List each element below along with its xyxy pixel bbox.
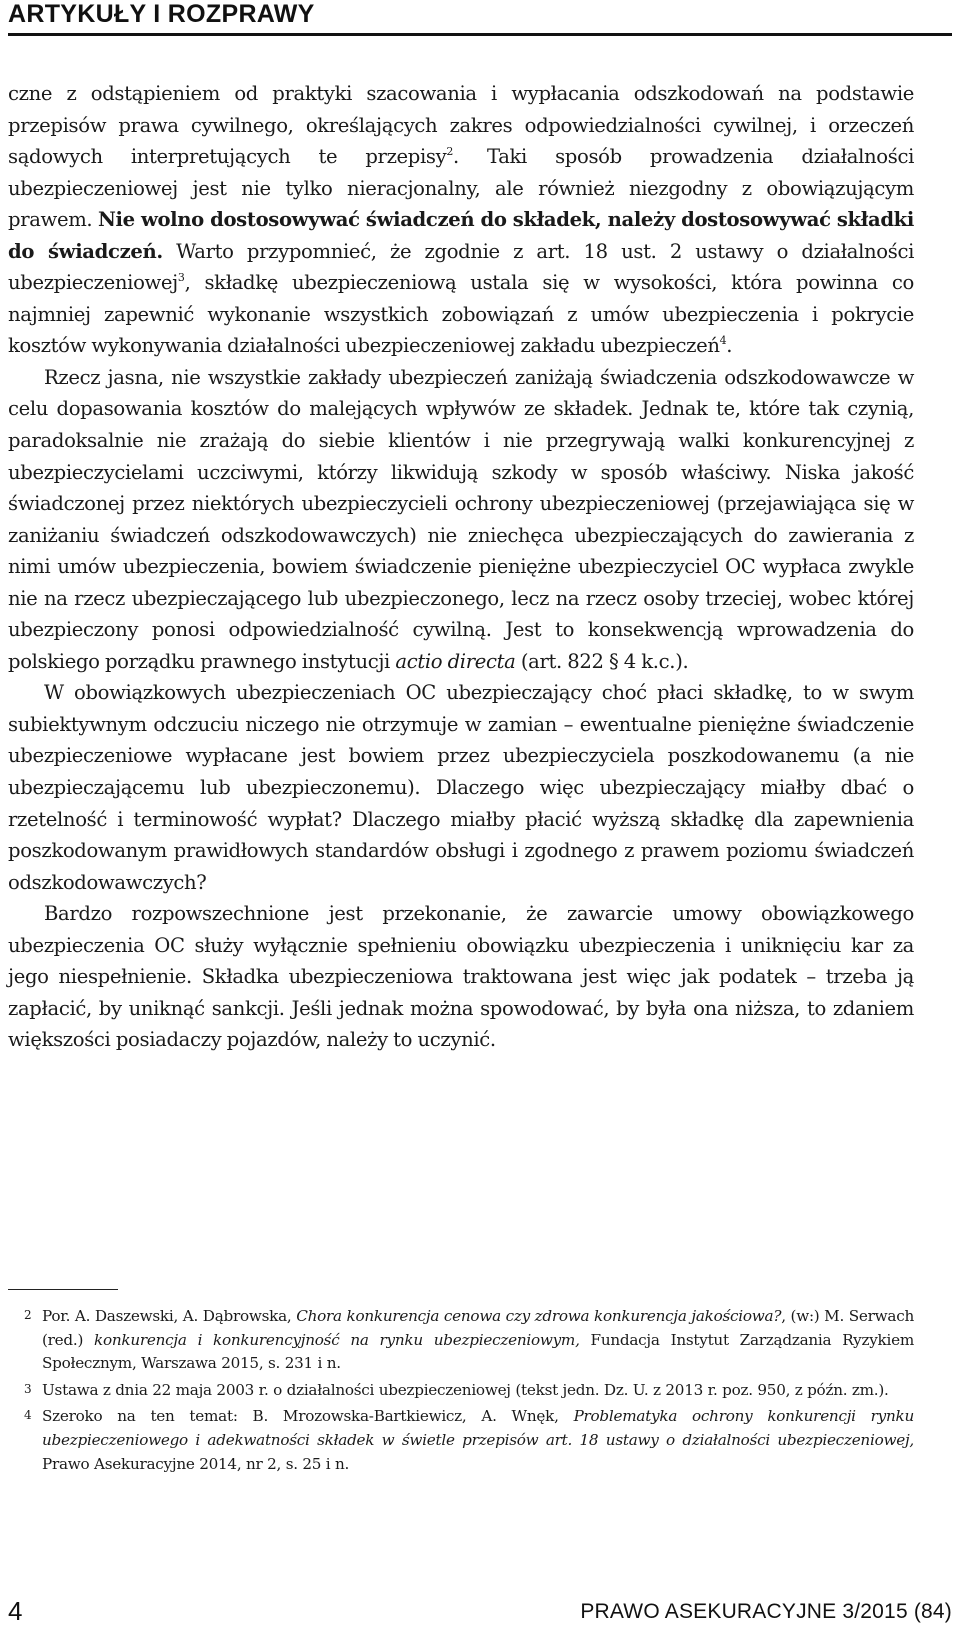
footnote-ref-4[interactable]: 4 — [719, 334, 727, 348]
footnote-2 — [8, 1305, 914, 1376]
footnote-number: 2 — [24, 1308, 32, 1322]
latin-term: actio directa — [395, 649, 516, 673]
footnote-3 — [8, 1379, 914, 1403]
footnotes — [8, 1305, 914, 1479]
header-rule — [8, 33, 952, 36]
paragraph-2: Rzecz jasna, nie wszystkie zakłady ubezpieczeń zaniżają świadczenia odszkodowawcze w celu dopasowania kosztów do malejących wpływów ze składek. Jednak te, które tak czynią, paradoksalnie nie zrażają do siebie klientów i nie przegrywają walki konkurencyjnej z ubezpieczycielami uczciwymi, którzy likwidują szkody w sposób właściwy. Niska jakość świadczonej przez niektórych ubezpieczycieli ochrony ubezpieczeniowej (przejawiająca się w zaniżaniu świadczeń odszkodowawczych) nie zniechęca ubezpieczających do zawierania z nimi umów ubezpieczenia, bowiem świadczenie pieniężne ubezpieczyciel OC wypłaca zwykle nie na rzecz ubezpieczającego lub ubezpieczonego, lecz na rzecz osoby trzeciej, wobec której ubezpieczony ponosi odpowiedzialność cywilną. Jest to konsekwencją wprowadzenia do polskiego porządku prawnego instytucji actio directa (art. 822 § 4 k.c.). — [8, 365, 914, 673]
section-title: ARTYKUŁY I ROZPRAWY — [8, 0, 315, 28]
footnote-separator — [8, 1289, 118, 1290]
footnote-number: 3 — [24, 1381, 32, 1396]
footnote-4 — [8, 1405, 914, 1476]
footnote-number: 4 — [24, 1408, 32, 1423]
footnote-text: Ustawa z dnia 22 maja 2003 r. o działalności ubezpieczeniowej (tekst jedn. Dz. U. z 2013 r. poz. 950, z późn. zm.). — [42, 1380, 889, 1399]
emphasis-statement: Nie wolno dostosowywać świadczeń do składek, należy dostosowywać składki do świadczeń. — [8, 208, 914, 263]
footnote-ref-3[interactable]: 3 — [177, 271, 185, 285]
paragraph-3: W obowiązkowych ubezpieczeniach OC ubezpieczający choć płaci składkę, to w swym subiektywnym odczuciu niczego nie otrzymuje w zamian – ewentualne pieniężne świadczenie ubezpieczeniowe wypłacane jest bowiem przez ubezpieczyciela poszkodowanemu (a nie ubezpieczającemu lub ubezpieczonemu). Dlaczego więc ubezpieczający miałby dbać o rzetelność i terminowość wypłat? Dlaczego miałby płacić wyższą składkę dla zapewnienia poszkodowanym prawidłowych standardów obsługi i zgodnego z prawem poziomu świadczeń odszkodowawczych? — [8, 681, 914, 894]
footnote-text: Por. A. Daszewski, A. Dąbrowska, Chora konkurencja cenowa czy zdrowa konkurencja jakościowa?, (w:) M. Serwach (red.) konkurencja i konkurencyjność na rynku ubezpieczeniowym, Fundacja Instytut Zarządzania Ryzykiem Społecznym, Warszawa 2015, s. 231 i n. — [42, 1307, 915, 1373]
footnote-ref-2[interactable]: 2 — [446, 145, 453, 159]
paragraph-4: Bardzo rozpowszechnione jest przekonanie, że zawarcie umowy obowiązkowego ubezpieczenia OC służy wyłącznie spełnieniu obowiązku ubezpieczenia i uniknięciu kar za jego niespełnienie. Składka ubezpieczeniowa traktowana jest więc jak podatek – trzeba ją zapłacić, by uniknąć sankcji. Jeśli jednak można spowodować, by była ona niższa, to zdaniem większości posiadaczy pojazdów, należy to uczynić. — [8, 902, 914, 1052]
journal-name: PRAWO ASEKURACYJNE 3/2015 (84) — [580, 1600, 952, 1623]
article-body — [8, 78, 914, 1056]
paragraph-1: czne z odstąpieniem od praktyki szacowania i wypłacania odszkodowań na podstawie przepisów prawa cywilnego, określających zakres odpowiedzialności cywilnej, i orzeczeń sądowych interpretujących te przepisy$^2$. Taki sposób prowadzenia działalności ubezpieczeniowej jest nie tylko nieracjonalny, ale również niezgodny z obowiązującym prawem. Nie wolno dostosowywać świadczeń do składek, należy dostosowywać składki do świadczeń. Warto przypomnieć, że zgodnie z art. 18 ust. 2 ustawy o działalności ubezpieczeniowej$^3$, składkę ubezpieczeniową ustala się w wysokości, która powinna co najmniej zapewnić wykonanie wszystkich zobowiązań z umów ubezpieczenia i pokrycie kosztów wykonywania działalności ubezpieczeniowej zakładu ubezpieczeń$^4$. — [8, 82, 915, 358]
page-number: 4 — [8, 1596, 23, 1626]
footnote-text: Szeroko na ten temat: B. Mrozowska-Bartkiewicz, A. Wnęk, Problematyka ochrony konkurencji rynku ubezpieczeniowego i adekwatności składek w świetle przepisów art. 18 ustawy o działalności ubezpieczeniowej, Prawo Asekuracyjne 2014, nr 2, s. 25 i n. — [42, 1407, 914, 1473]
